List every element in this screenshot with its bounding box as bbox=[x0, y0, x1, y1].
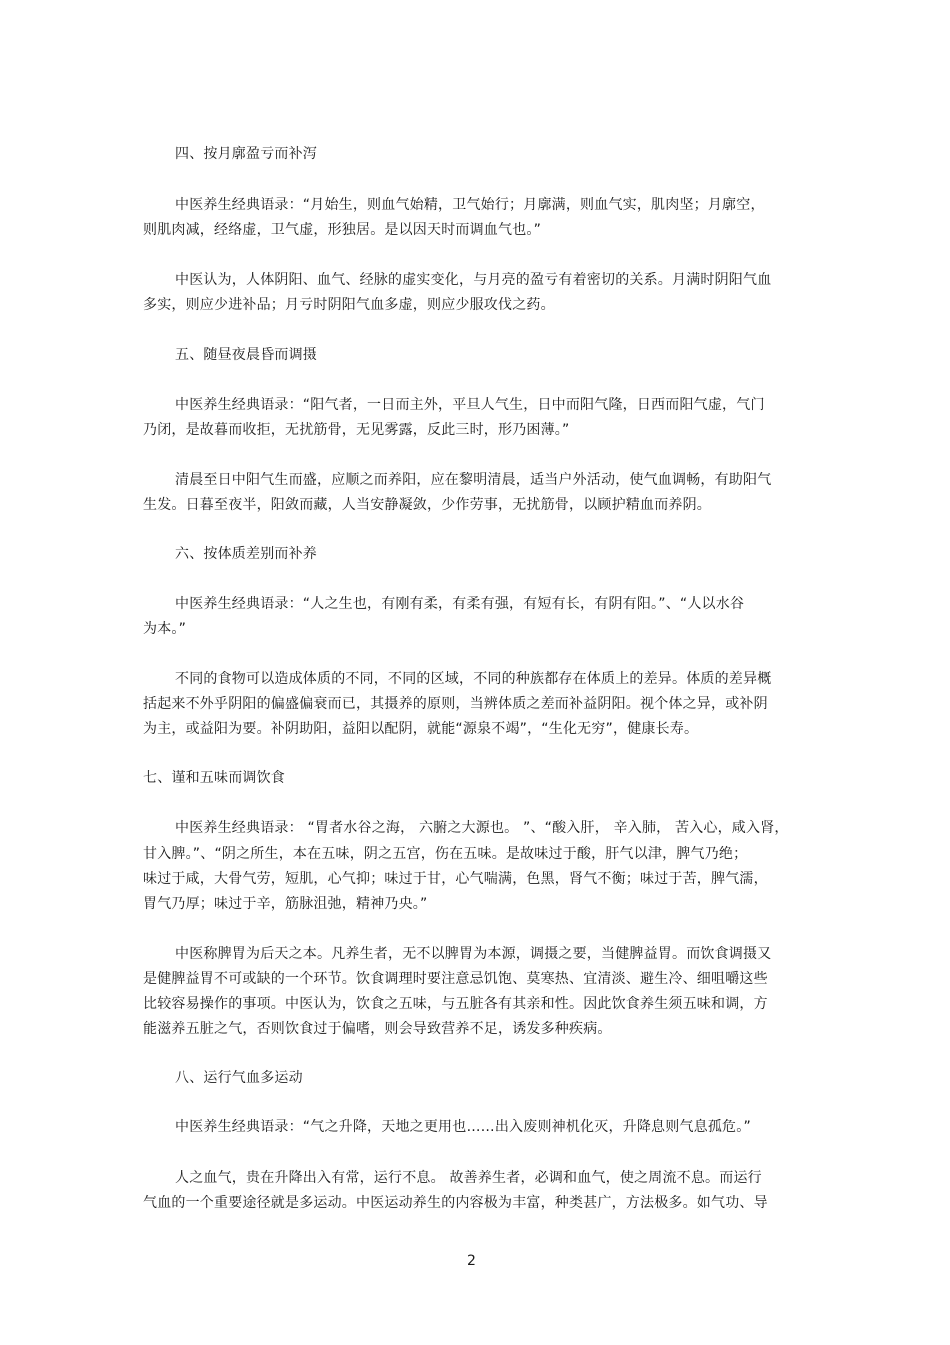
section-heading-6: 六、按体质差别而补养 bbox=[175, 546, 317, 562]
body-line: 气血的一个重要途径就是多运动。中医运动养生的内容极为丰富，种类甚广，方法极多。如气功、导 bbox=[143, 1195, 768, 1211]
quote-line: 味过于咸，大骨气劳，短肌，心气抑；味过于甘，心气喘满，色黑，肾气不衡；味过于苦，脾气濡， bbox=[143, 871, 768, 887]
body-line: 能滋养五脏之气，否则饮食过于偏嗜，则会导致营养不足，诱发多种疾病。 bbox=[143, 1021, 612, 1037]
section-heading-7: 七、谨和五味而调饮食 bbox=[143, 770, 285, 786]
body-line: 清晨至日中阳气生而盛，应顺之而养阳，应在黎明清晨，适当户外活动，使气血调畅，有助阳气 bbox=[175, 472, 772, 488]
section-heading-8: 八、运行气血多运动 bbox=[175, 1070, 303, 1086]
quote-line: 乃闭，是故暮而收拒，无扰筋骨，无见雾露，反此三时，形乃困薄。” bbox=[143, 422, 570, 438]
body-line: 生发。日暮至夜半，阳敛而藏，人当安静凝敛，少作劳事，无扰筋骨，以顾护精血而养阴。 bbox=[143, 497, 711, 513]
quote-line: 中医养生经典语录：“人之生也，有刚有柔，有柔有强，有短有长，有阴有阳。”、“人以水谷 bbox=[175, 596, 745, 612]
quote-line: 中医养生经典语录：“阳气者，一日而主外，平旦人气生，日中而阳气隆，日西而阳气虚，气门 bbox=[175, 397, 765, 413]
quote-line: 甘入脾。”、“阴之所生，本在五味，阴之五宫，伤在五味。是故味过于酸，肝气以津，脾气乃绝； bbox=[143, 846, 748, 862]
body-line: 中医认为，人体阴阳、血气、经脉的虚实变化，与月亮的盈亏有着密切的关系。月满时阴阳气血 bbox=[175, 272, 772, 288]
section-heading-5: 五、随昼夜晨昏而调摄 bbox=[175, 347, 317, 363]
body-line: 人之血气，贵在升降出入有常，运行不息。 故善养生者，必调和血气，使之周流不息。而运行 bbox=[175, 1170, 762, 1186]
quote-line: 为本。” bbox=[143, 621, 187, 637]
body-line: 括起来不外乎阴阳的偏盛偏衰而已，其摄养的原则，当辨体质之差而补益阴阳。视个体之异，或补阴 bbox=[143, 696, 768, 712]
quote-line: 胃气乃厚；味过于辛，筋脉沮弛，精神乃央。” bbox=[143, 896, 428, 912]
body-line: 为主，或益阳为要。补阴助阳，益阳以配阴，就能“源泉不竭”，“生化无穷”，健康长寿。 bbox=[143, 721, 699, 737]
quote-line: 则肌肉减，经络虚，卫气虚，形独居。是以因天时而调血气也。” bbox=[143, 222, 542, 238]
body-line: 是健脾益胃不可或缺的一个环节。饮食调理时要注意忌饥饱、莫寒热、宜清淡、避生冷、细咀嚼这些 bbox=[143, 971, 768, 987]
section-heading-4: 四、按月廓盈亏而补泻 bbox=[175, 146, 317, 162]
body-line: 多实，则应少进补品；月亏时阴阳气血多虚，则应少服攻伐之药。 bbox=[143, 297, 555, 313]
quote-line: 中医养生经典语录：“月始生，则血气始精，卫气始行；月廓满，则血气实，肌肉坚；月廓空， bbox=[175, 197, 765, 213]
body-line: 比较容易操作的事项。中医认为，饮食之五味，与五脏各有其亲和性。因此饮食养生须五味和调，方 bbox=[143, 996, 768, 1012]
body-line: 不同的食物可以造成体质的不同，不同的区域，不同的种族都存在体质上的差异。体质的差异概 bbox=[175, 671, 772, 687]
quote-line: 中医养生经典语录： “胃者水谷之海， 六腑之大源也。 ”、“酸入肝， 辛入肺， 苦入心，咸入肾， bbox=[175, 820, 789, 836]
body-line: 中医称脾胃为后天之本。凡养生者，无不以脾胃为本源，调摄之要，当健脾益胃。而饮食调摄又 bbox=[175, 946, 772, 962]
quote-line: 中医养生经典语录：“气之升降，天地之更用也……出入废则神机化灭，升降息则气息孤危。” bbox=[175, 1119, 751, 1135]
page-number: 2 bbox=[467, 1253, 476, 1269]
